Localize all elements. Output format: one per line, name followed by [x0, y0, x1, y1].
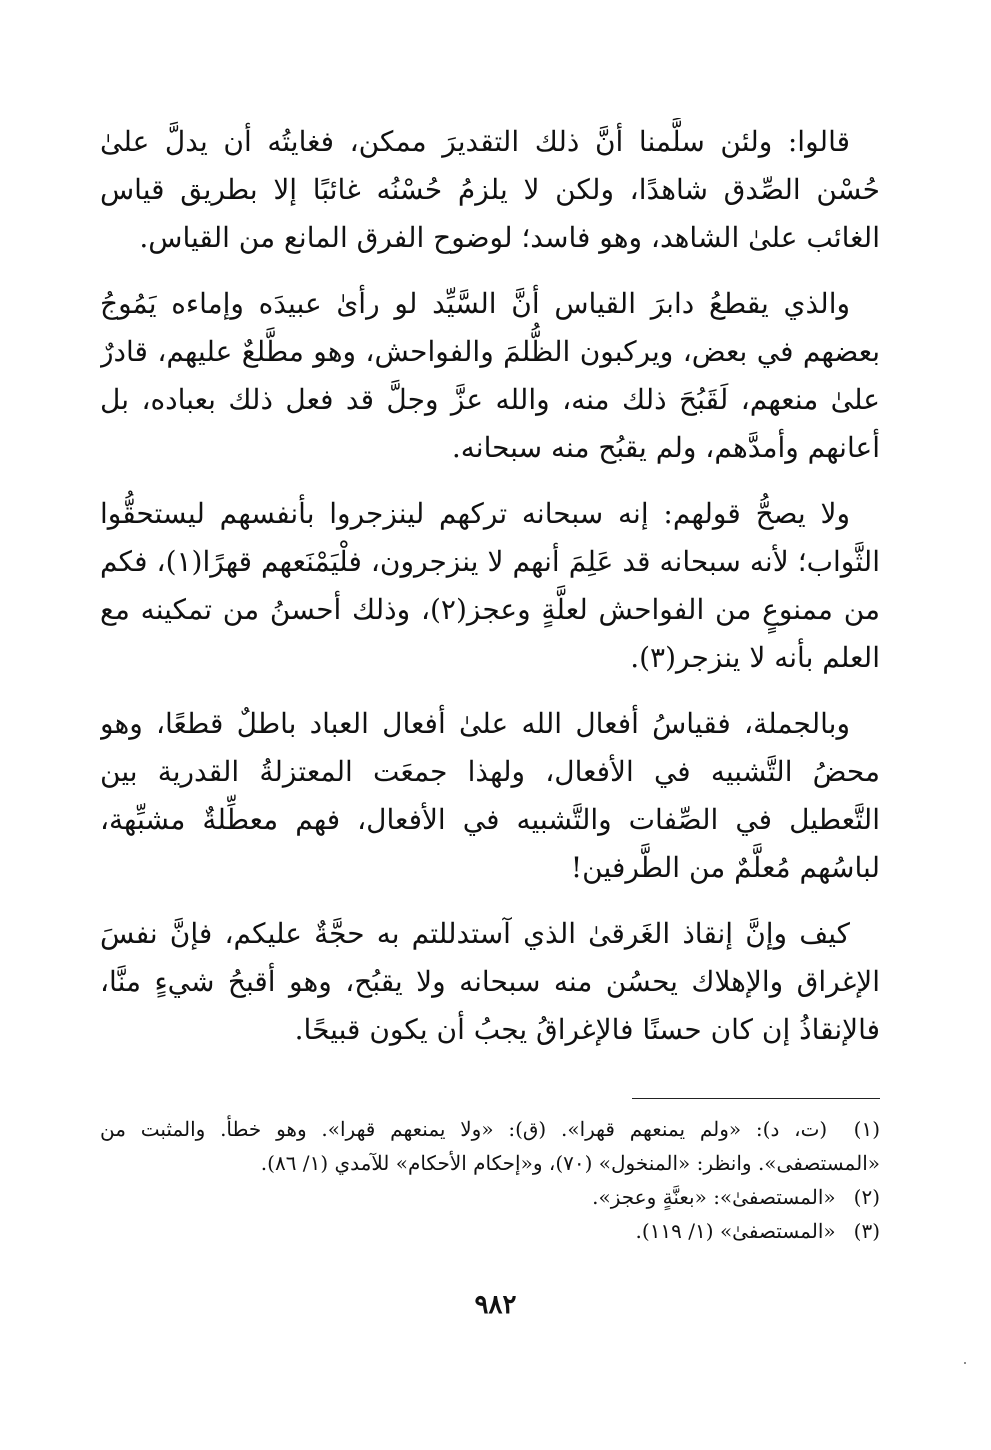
footnote-number: (١) — [853, 1117, 881, 1141]
footnote-divider — [632, 1098, 880, 1099]
footnotes — [100, 1112, 880, 1248]
footnote-text: (ت، د): «ولم يمنعهم قهرا». (ق): «ولا يمنعهم قهرا». وهو خطأ. والمثبت من «المستصفى». وانظر: «المنخول» (٧٠)، و«إحكام الأحكام» للآمدي (١/ ٨٦). — [100, 1117, 880, 1175]
footnote-text: «المستصفىٰ» (١/ ١١٩). — [635, 1219, 836, 1243]
footnote-text: «المستصفىٰ»: «بعنَّةٍ وعجز». — [592, 1185, 836, 1209]
footnote — [100, 1112, 880, 1180]
footnote-number: (٣) — [853, 1219, 880, 1243]
paragraph: وبالجملة، فقياسُ أفعال الله علىٰ أفعال العباد باطلٌ قطعًا، وهو محضُ التَّشبيه في الأفعال، ولهذا جمعَت المعتزلةُ القدرية بين التَّعطيل في الصِّفات والتَّشبيه في الأفعال، فهم معطِّلةٌ مشبِّهة، لباسُهم مُعلَّمٌ من الطَّرفين! — [100, 707, 880, 884]
scan-speck — [964, 1362, 966, 1364]
paragraph: والذي يقطعُ دابرَ القياس أنَّ السَّيِّد لو رأىٰ عبيدَه وإماءه يَمُوجُ بعضهم في بعض، ويركبون الظُّلمَ والفواحش، وهو مطَّلعٌ عليهم، قادرٌ علىٰ منعهم، لَقَبُحَ ذلك منه، والله عزَّ وجلَّ قد فعل ذلك بعباده، بل أعانهم وأمدَّهم، ولم يقبُح منه سبحانه. — [100, 287, 880, 464]
paragraph: قالوا: ولئن سلَّمنا أنَّ ذلك التقديرَ ممكن، فغايتُه أن يدلَّ علىٰ حُسْن الصِّدق شاهدًا، ولكن لا يلزمُ حُسْنُه غائبًا إلا بطريق قياس الغائب علىٰ الشاهد، وهو فاسد؛ لوضوح الفرق المانع من القياس. — [100, 125, 880, 254]
footnote-number: (٢) — [853, 1185, 880, 1209]
paragraph: كيف وإنَّ إنقاذ الغَرقىٰ الذي آستدللتم به حجَّةٌ عليكم، فإنَّ نفسَ الإغراق والإهلاك يحسُن منه سبحانه ولا يقبُح، وهو أقبحُ شيءٍ منَّا، فالإنقاذُ إن كان حسنًا فالإغراقُ يجبُ أن يكون قبيحًا. — [100, 917, 880, 1046]
footnote — [100, 1214, 880, 1248]
footnote — [100, 1180, 880, 1214]
paragraph: ولا يصحُّ قولهم: إنه سبحانه تركهم لينزجروا بأنفسهم ليستحقُّوا الثَّواب؛ لأنه سبحانه قد عَلِمَ أنهم لا ينزجرون، فلْيَمْنَعهم قهرًا(١)، فكم من ممنوعٍ من الفواحش لعلَّةٍ وعجز(٢)، وذلك أحسنُ من تمكينه مع العلم بأنه لا ينزجر(٣). — [100, 497, 880, 674]
page-body — [100, 118, 880, 1076]
page-number: ٩٨٢ — [474, 1290, 517, 1320]
main-text — [100, 118, 880, 1076]
